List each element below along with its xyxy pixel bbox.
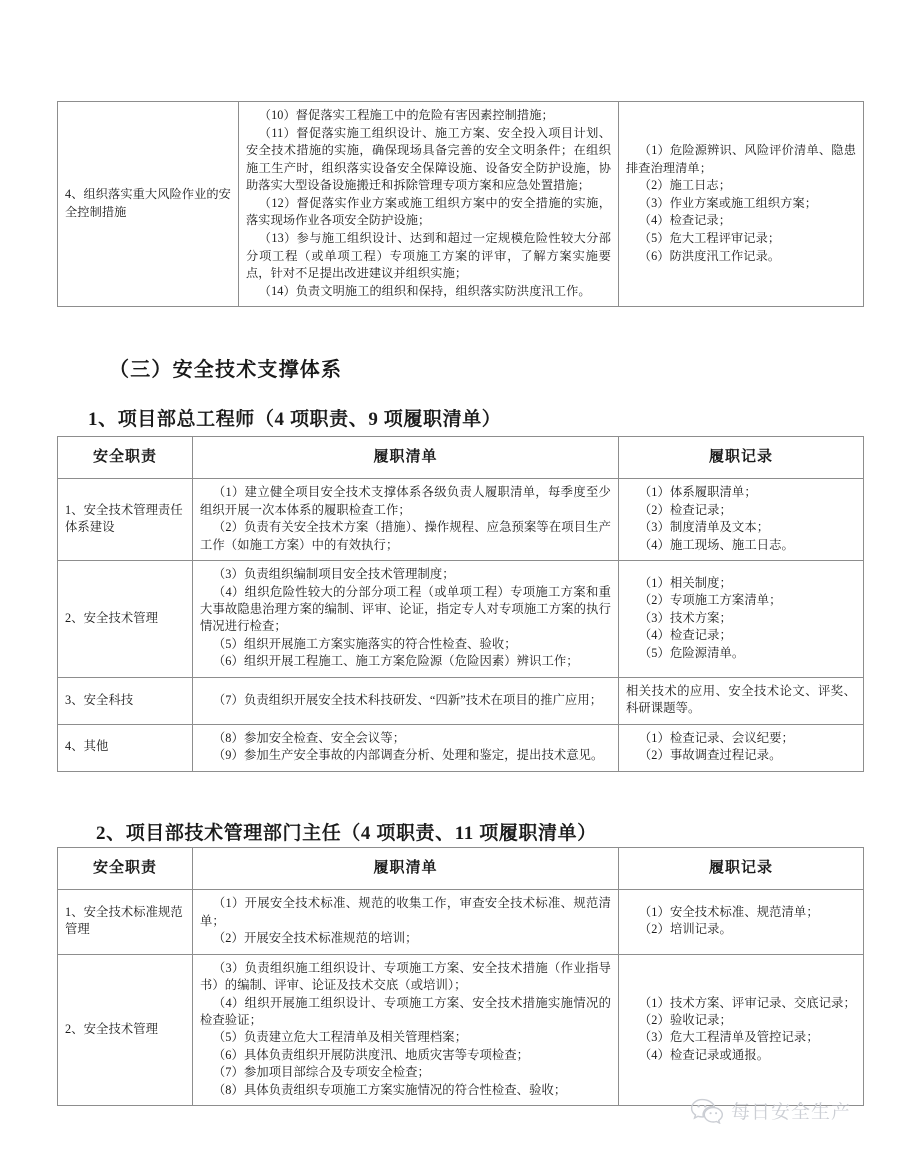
list-item: （7）参加项目部综合及专项安全检查； [212,1065,430,1080]
column-header-record: 履职记录 [619,437,864,479]
record-item: （1）检查记录、会议纪要； [638,730,794,745]
cell-duty-record [619,724,864,771]
duty-text: 3、安全科技 [65,692,134,707]
column-header-record: 履职记录 [619,848,864,890]
duty-text: 4、组织落实重大风险作业的安全控制措施 [65,187,231,219]
table-technical-dept-director [57,847,864,1106]
cell-duty-list [193,677,619,724]
record-item: （1）危险源辨识、风险评价清单、隐患排查治理清单； [626,143,856,175]
cell-duty [58,102,239,307]
list-item: （9）参加生产安全事故的内部调查分析、处理和鉴定，提出技术意见。 [212,748,604,763]
list-item: （4）组织开展施工组织设计、专项施工方案、安全技术措施实施情况的检查验证； [200,995,611,1028]
cell-duty-record [619,561,864,678]
record-item: （2）专项施工方案清单； [638,593,782,608]
record-item: （4）检查记录； [638,213,732,228]
record-item: （5）危险源清单。 [638,645,745,660]
cell-duty [58,890,193,954]
table-header-row [58,437,864,479]
cell-duty-list [193,954,619,1106]
record-item: （2）事故调查过程记录。 [638,748,782,763]
table-row [58,561,864,678]
record-item: （1）技术方案、评审记录、交底记录； [638,995,856,1010]
section-heading: （三）安全技术支撑体系 [109,359,343,381]
list-item: （5）负责建立危大工程清单及相关管理档案； [212,1030,468,1045]
list-item: （7）负责组织开展安全技术科技研发、“四新”技术在项目的推广应用； [212,692,603,707]
list-item: （12）督促落实作业方案或施工组织方案中的安全措施的实施，落实现场作业各项安全防护设施； [246,195,611,228]
cell-duty [58,954,193,1106]
duty-text: 1、安全技术管理责任体系建设 [65,502,183,535]
cell-duty-list [193,724,619,771]
table-row [58,724,864,771]
list-item: （1）建立健全项目安全技术支撑体系各级负责人履职清单，每季度至少组织开展一次本体系的履职检查工作； [200,485,611,517]
record-item: （2）验收记录； [638,1013,732,1028]
record-item: （1）体系履职清单； [638,485,757,500]
list-item: （1）开展安全技术标准、规范的收集工作，审查安全技术标准、规范清单； [200,896,611,928]
record-item: （4）检查记录或通报。 [638,1047,770,1062]
duty-text: 1、安全技术标准规范管理 [65,905,183,937]
watermark-text: 每日安全生产 [731,1102,852,1123]
column-header-list: 履职清单 [193,437,619,479]
table-one-heading: 1、项目部总工程师（4 项职责、9 项履职清单） [88,409,502,430]
list-item: （8）参加安全检查、安全会议等； [212,730,406,745]
record-item: （4）检查记录； [638,628,732,643]
list-item: （4）组织危险性较大的分部分项工程（或单项工程）专项施工方案和重大事故隐患治理方案的编制、评审、论证，指定专人对专项施工方案的执行情况进行检查； [200,584,611,634]
list-item: （10）督促落实工程施工中的危险有害因素控制措施； [258,108,554,122]
table-row [58,954,864,1106]
table-row [58,890,864,954]
duty-text: 4、其他 [65,739,109,754]
cell-duty-list [193,890,619,954]
duty-text: 2、安全技术管理 [65,1021,159,1036]
cell-duty-list [193,561,619,678]
record-item: （3）技术方案； [638,610,732,625]
list-item: （2）开展安全技术标准规范的培训； [212,931,418,946]
cell-duty [58,479,193,561]
list-item: （5）组织开展施工方案实施落实的符合性检查、验收； [212,636,517,651]
cell-duty [58,677,193,724]
record-item: （1）安全技术标准、规范清单； [638,905,819,920]
cell-duty [58,724,193,771]
record-item: （5）危大工程评审记录； [638,230,781,245]
column-header-list: 履职清单 [193,848,619,890]
record-item: （6）防洪度汛工作记录。 [638,248,781,263]
column-header-duty: 安全职责 [58,848,193,890]
list-item: （6）具体负责组织开展防洪度汛、地质灾害等专项检查； [212,1047,530,1062]
cell-duty-list [239,102,619,307]
table-row [58,677,864,724]
table-header-row [58,848,864,890]
table-two-heading: 2、项目部技术管理部门主任（4 项职责、11 项履职清单） [96,823,597,844]
record-item: （3）制度清单及文本； [638,520,770,535]
list-item: （14）负责文明施工的组织和保持，组织落实防洪度汛工作。 [258,283,591,298]
cell-duty-record [619,890,864,954]
cell-duty-record [619,102,864,307]
column-header-duty: 安全职责 [58,437,193,479]
table-row [58,479,864,561]
record-item: （4）施工现场、施工日志。 [638,537,794,552]
record-item: （3）危大工程清单及管控记录； [638,1030,819,1045]
list-item: （13）参与施工组织设计、达到和超过一定规模危险性较大分部分项工程（或单项工程）专项施工方案的评审，了解方案实施要点，针对不足提出改进建议并组织实施； [246,230,611,281]
record-item: （2）施工日志； [638,178,732,193]
list-item: （3）负责组织编制项目安全技术管理制度； [212,567,455,582]
list-item: （2）负责有关安全技术方案（措施）、操作规程、应急预案等在项目生产工作（如施工方案）中的有效执行； [200,520,611,552]
record-item: （1）相关制度； [638,575,732,590]
cell-duty-list [193,479,619,561]
table-row [58,102,864,307]
record-item: （2）检查记录； [638,502,732,517]
table-continued-top [57,101,864,307]
duty-text: 2、安全技术管理 [65,610,159,625]
cell-duty-record [619,677,864,724]
list-item: （3）负责组织施工组织设计、专项施工方案、安全技术措施（作业指导书）的编制、评审、论证及技术交底（或培训）； [200,960,611,993]
cell-duty [58,561,193,678]
cell-duty-record [619,479,864,561]
record-item: 相关技术的应用、安全技术论文、评奖、科研课题等。 [626,683,856,716]
list-item: （8）具体负责组织专项施工方案实施情况的符合性检查、验收； [212,1082,567,1097]
list-item: （6）组织开展工程施工、施工方案危险源（危险因素）辨识工作； [212,654,579,669]
table-project-chief-engineer [57,436,864,772]
list-item: （11）督促落实施工组织设计、施工方案、安全投入项目计划、安全技术措施的实施，确保现场具备完善的安全文明条件；在组织施工生产时，组织落实设备安全保障设施、设备安全防护设施，协助落实大型设备设施搬迁和拆除管理专项方案和应急处置措施； [246,125,611,193]
record-item: （3）作业方案或施工组织方案； [638,195,818,210]
cell-duty-record [619,954,864,1106]
record-item: （2）培训记录。 [638,922,732,937]
